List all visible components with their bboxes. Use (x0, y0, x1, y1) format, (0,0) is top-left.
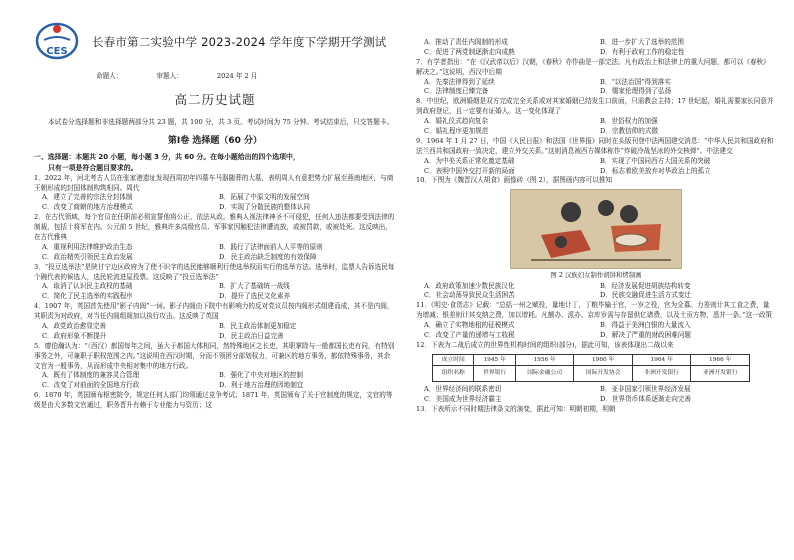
answer-option: C．改变了商朝的地方治理模式 (42, 203, 133, 212)
answer-option: B．实现了中国同西方大国关系的突破 (600, 156, 711, 165)
question (34, 263, 396, 303)
question-stem: 4．1907 年，英国首先使用“影子内阁”一词。影子内阁由下院中有影响力的反对党议员按内阁形式组建而成，其不是内阁，其职责为对政府，对当任内阁组阁加以执行攻击。这反映了英国 (34, 302, 394, 321)
table-cell: 1945 年 (474, 354, 515, 365)
question (416, 405, 776, 415)
option-list (416, 78, 776, 98)
question-stem: 2．在古代领域，每个官员在任职前必须宣誓他将公正、依法从政。雅典人视法律神圣不可侵犯，任何人违法都要受到法律的制裁，包括十将军在内。公元前 5 世纪，雅典许多高级官员、军事家因触犯法律遭流放，或被罚款，或被处死。这反映出，在古代雅典 (34, 213, 395, 241)
option-list (34, 243, 396, 263)
section-instruction: 一、选择题：本题共 20 小题，每小题 3 分，共 60 分。在每小题给出的四个选项中， (34, 152, 300, 161)
table-cell: 世界银行 (474, 366, 515, 382)
question (34, 302, 396, 342)
school-title: 长春市第二实验中学 2023-2024 学年度下学期开学测试 (92, 35, 387, 49)
mural-figure (510, 189, 682, 269)
option-list (416, 282, 776, 302)
answer-option: B．亚非国家引领世界经济发展 (600, 385, 691, 394)
logo-text: CES (46, 46, 68, 57)
table-cell: 1960 年 (574, 354, 633, 365)
right-question-list (416, 38, 776, 186)
question-stem: 13．下表所示不同时期法律条文的演变，据此可知：明朝初期，明朝 (416, 404, 616, 413)
answer-option: C．法律制度已臻完备 (424, 87, 489, 96)
answer-option: A．政府政策加速少数民族汉化 (424, 281, 515, 290)
answer-option: C．政治精英引领民主政治发展 (42, 252, 133, 261)
answer-option: B．“以法治国”得到落实 (600, 77, 671, 86)
exam-date: 2024 年 2 月 (216, 72, 258, 80)
mural-image-icon (511, 190, 682, 269)
table-cell: 1956 年 (515, 354, 574, 365)
answer-option: D．有利于政府工作的稳定性 (600, 47, 685, 56)
answer-option: D．解决了严重的财政困难问题 (600, 330, 692, 339)
table-cell: 非洲开发银行 (632, 366, 691, 382)
right-question-list-3 (416, 385, 776, 415)
left-question-list (34, 174, 396, 411)
answer-option: C．改变了对前面的全国地方行政 (42, 381, 140, 390)
answer-option: A．确立了实物地租的征税模式 (424, 321, 515, 330)
answer-option: D．宗教信仰的式微 (600, 127, 659, 136)
answer-option: C．婚礼程序更加规范 (424, 127, 489, 136)
answer-option: A．取消了认识民主政权的基础 (42, 282, 133, 291)
question (416, 301, 776, 341)
question (416, 341, 776, 351)
answer-option: D．儒家伦理得到了弘扬 (600, 87, 672, 96)
answer-option: A．政党政治愈显完善 (42, 321, 107, 330)
answer-option: C．促进了两党制逐渐走向成熟 (424, 47, 515, 56)
answer-option: B．强化了中央对地区的控制 (219, 371, 303, 380)
answer-option: A．建立了完善的宗法分封体制 (42, 193, 133, 202)
answer-option: B．扩大了基础统一战线 (219, 282, 290, 291)
answer-option: D．实现了分散民族的整体认同 (219, 203, 311, 212)
left-column (34, 0, 396, 560)
table-cell: 1964 年 (632, 354, 691, 365)
answer-option: B．进一步扩大了选举的范围 (600, 38, 684, 46)
answer-option: C．改变了产量的递增与工收税 (424, 330, 515, 339)
answer-option: A．婚礼仪式趋向复杂 (424, 117, 489, 126)
question (416, 58, 776, 98)
question (416, 385, 776, 405)
table-row (433, 366, 750, 382)
answer-option: B．经济发展促进胡族结构转变 (600, 281, 691, 290)
answer-option: C．美国成为世界经济霸主 (424, 394, 502, 403)
option-list (34, 193, 396, 213)
question (416, 282, 776, 302)
answer-option: A．先秦法律得到了延续 (424, 77, 495, 86)
figure-caption: 图 2 汉族妇女制作胡饼和烤制画 (550, 271, 642, 280)
question-stem: 12．下表为二战后成立的世界性机构时间的组织(部分)，据此可知，该表体现出二战以来 (416, 340, 674, 349)
school-logo-icon (34, 20, 80, 62)
header (34, 0, 396, 68)
organizations-table (432, 354, 750, 382)
answer-option: B．民主政治体制更加稳定 (219, 321, 297, 330)
option-list (34, 371, 396, 391)
option-list (416, 321, 776, 341)
answer-option: C．简化了民主选举的实践程序 (42, 292, 133, 301)
question-stem: 7．有学者指出：“在《汉武帝以后》汉朝，《春秋》亦作曲是一部完法。凡有政治上和法律上的重大问题，都可以《春秋》解决之。”这说明，西汉中后期 (416, 57, 770, 76)
right-question-list-2 (416, 282, 776, 351)
meta-line (34, 72, 396, 81)
question-stem: 9．1964 年 1 月 27 日，中国《人民日报》和法国《世界报》同时在头版刊登中法两国建交消息：“中华人民共和国政府和法兰西共和国政府一致决定，建立外交关系。”这则消息被西方媒体称作“炸破冷战坚冰的外交核弹”。中法建交 (416, 136, 774, 155)
answer-option: C．社会动荡导致民众生活困苦 (424, 291, 515, 300)
answer-option: D．标志着欧美放弃对华政治上的孤立 (600, 166, 711, 175)
question (416, 38, 776, 58)
question-stem: 10．下图为《魏晋汉人胡食》画像砖（图 2），据图画内容可以推知 (416, 176, 613, 185)
author-label: 命题人： (96, 72, 123, 80)
table-cell: 组织名称 (433, 366, 474, 382)
section-title: 第Ⅰ卷 选择题（60 分） (167, 135, 263, 146)
question-stem: 5．廖伯瀚认为：“（西汉）都国每年之间，虽大于都国大体相同，然特殊地区之长吏，其职掌除与一般都国长吏有同，有特别事务之外，可兼职于职权范围之内。”这说明在西汉时期，分而不领团分部划权力，可兼区的地方事务，都依特殊事务，其余文官为一般事务，从而形成中央相对集中的地方行政。 (34, 341, 395, 370)
answer-option: A．重视利用法律维护政治生态 (42, 242, 133, 251)
answer-option: D．民族交融促进生活方式变迁 (600, 291, 692, 300)
question-stem: 1．2022 年，河北考古人员在张家港遗址发现西周初年四墓车马器随葬的大墓，表明周人有意把势力扩展至燕南地区，与商王朝形成的封国体制构筑相同。周代 (34, 173, 394, 192)
table-cell: 亚洲开发银行 (691, 366, 750, 382)
option-list (416, 38, 776, 58)
table-cell: 成立时间 (433, 354, 474, 365)
answer-option: C．表明中国外交打开新的局面 (424, 166, 515, 175)
table-cell: 国际开发协会 (574, 366, 633, 382)
intro-text: 本试卷分选择题和非选择题两部分共 23 题，共 100 分，共 3 页。考试时间为 75 分钟。考试结束后，只交答题卡。 (48, 118, 394, 127)
question (34, 342, 396, 391)
table-row (433, 354, 750, 365)
answer-option: D．提升了选民文化素养 (219, 292, 291, 301)
question (416, 176, 776, 186)
question-stem: 3．“投豆选举法”是陕甘宁边区政府为了使不识字的选民能够顺利行使选举权而实行的选举方法。选举时，监票人告诉选民每个碗代表的候选人，选民轮流进屋投票。这反映了“投豆选举法” (34, 262, 395, 281)
answer-option: B．践行了法律面前人人平等的原则 (219, 242, 323, 251)
option-list (416, 117, 776, 137)
question (34, 213, 396, 262)
question (34, 391, 396, 411)
answer-option: D．利于地方治理的因地制宜 (219, 381, 304, 390)
answer-option: D．民主政治缺乏制度的有效保障 (219, 252, 317, 261)
question (416, 137, 776, 177)
question (34, 174, 396, 214)
answer-option: D．世界货币体系逐渐走向完善 (600, 394, 692, 403)
option-list (34, 282, 396, 302)
option-list (416, 157, 776, 177)
answer-option: B．世俗权力的加强 (600, 117, 658, 126)
answer-option: A．为中美关系正常化奠定基础 (424, 156, 515, 165)
answer-option: A．世界经济间的联系密切 (424, 385, 502, 394)
section-instruction-2: 只有一项是符合题目要求的。 (48, 163, 138, 172)
answer-option: A．推动了责任内阁制的形成 (424, 38, 508, 46)
question-stem: 11．《明史·食货志》记载：“总括一州之赋役，量地计丁，丁粮毕输于官，一岁之役，官为佥募。力差则计其工食之费，量为增减；银差则计其交纳之费，加以增耗。凡额办、派办、京库岁需与存留供亿诸费，以及土贡方物，悉并一条。”这一政策 (416, 301, 773, 320)
answer-option: D．民主政治日益完善 (219, 331, 284, 340)
main-title: 高二历史试题 (174, 92, 256, 108)
table-cell: 国际金融公司 (515, 366, 574, 382)
answer-option: B．拓展了中原文明的发展空间 (219, 193, 310, 202)
question-stem: 6．1870 年，英国颁布枢密院令，规定任何人部门均须通过竞争考试；1871 年，英国颁布了关于官制度的规定，文官的等级是由大多数文官通过，职务晋升有赖于专业能力与资历；这 (34, 391, 393, 410)
question (416, 97, 776, 137)
answer-option: B．得益于美洲白银的大量流入 (600, 321, 691, 330)
reviewer-label: 审题人： (156, 72, 183, 80)
right-column (416, 0, 776, 560)
answer-option: C．政府形象不断提升 (42, 331, 107, 340)
question-stem: 8．中世纪，欧洲婚姻是双方完成完全关系或对其家婚姻已结发生口前面，只需教会主持；17 世纪起，婚礼需要家长同意并到政府登记，且一定要有证婚人。这一变化体现了 (416, 97, 774, 116)
table-cell: 1966 年 (691, 354, 750, 365)
answer-option: A．既有了体制度的兼容灵合管理 (42, 371, 140, 380)
option-list (416, 385, 776, 405)
option-list (34, 322, 396, 342)
